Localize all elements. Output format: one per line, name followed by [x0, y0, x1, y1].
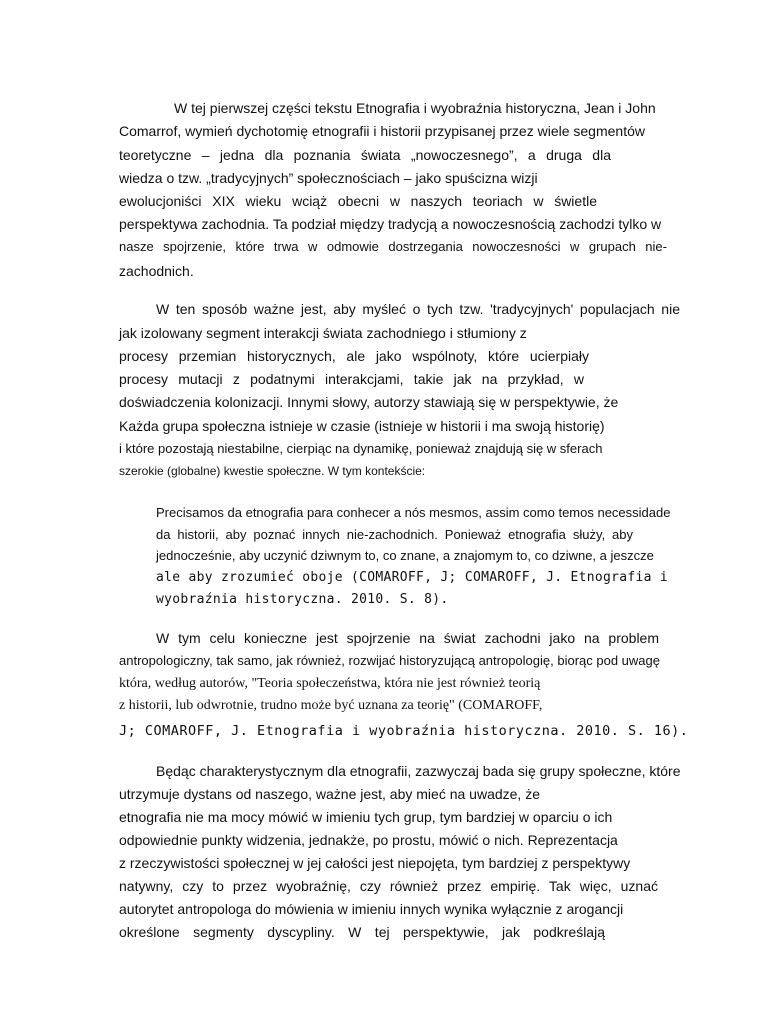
text-line: W tej pierwszej części tekstu Etnografia i wyobraźnia historyczna, Jean i John: [174, 100, 656, 116]
quote-line: da historii, aby poznać innych nie-zachodnich. Ponieważ etnografia służy, aby: [156, 527, 633, 542]
text-line: etnografia nie ma mocy mówić w imieniu tych grup, tym bardziej w oparciu o ich: [119, 809, 613, 825]
text-line: która, według autorów, "Teoria społeczeństwa, która nie jest również teorią: [119, 676, 541, 691]
text-line: wiedza o tzw. „tradycyjnych” społecznościach – jako spuścizna wizji: [119, 170, 538, 186]
quote-line: ale aby zrozumieć oboje (COMAROFF, J; COMAROFF, J. Etnografia i: [156, 570, 668, 585]
text-line: doświadczenia kolonizacji. Innymi słowy, autorzy stawiają się w perspektywie, że: [119, 394, 619, 410]
text-line: z historii, lub odwrotnie, trudno może być uznana za teorię" (COMAROFF,: [119, 698, 543, 713]
text-line: odpowiednie punkty widzenia, jednakże, po prostu, mówić o nich. Reprezentacja: [119, 832, 618, 848]
text-line: zachodnich.: [119, 263, 194, 279]
quote-line: Precisamos da etnografia para conhecer a nós mesmos, assim como temos necessidade: [156, 505, 671, 520]
text-line: ewolucjoniści XIX wieku wciąż obecni w naszych teoriach w świetle: [119, 193, 597, 209]
text-line: antropologiczny, tak samo, jak również, rozwijać historyzującą antropologię, biorąc pod uwagę: [119, 653, 660, 668]
quote-line: jednocześnie, aby uczynić dziwnym to, co znane, a znajomym to, co dziwne, a jeszcze: [156, 548, 654, 563]
text-line: i które pozostają niestabilne, cierpiąc na dynamikę, ponieważ znajdują się w sferach: [119, 441, 603, 456]
text-line: z rzeczywistości społecznej w jej całości jest niepojęta, tym bardziej z perspektywy: [119, 855, 631, 871]
text-line: J; COMAROFF, J. Etnografia i wyobraźnia historyczna. 2010. S. 16).: [119, 723, 689, 739]
text-line: W ten sposób ważne jest, aby myśleć o tych tzw. 'tradycyjnych' populacjach nie: [156, 301, 680, 317]
text-line: teoretyczne – jedna dla poznania świata „nowoczesnego”, a druga dla: [119, 147, 611, 163]
text-line: procesy mutacji z podatnymi interakcjami, takie jak na przykład, w: [119, 371, 584, 387]
text-line: jak izolowany segment interakcji świata zachodniego i stłumiony z: [119, 325, 527, 341]
text-line: procesy przemian historycznych, ale jako wspólnoty, które ucierpiały: [119, 348, 589, 364]
text-line: Każda grupa społeczna istnieje w czasie (istnieje w historii i ma swoją historię): [119, 418, 605, 434]
text-line: Będąc charakterystycznym dla etnografii, zazwyczaj bada się grupy społeczne, które: [156, 763, 681, 779]
text-line: perspektywa zachodnia. Ta podział między tradycją a nowoczesnością zachodzi tylko w: [119, 216, 662, 232]
text-line: W tym celu konieczne jest spojrzenie na świat zachodni jako na problem: [156, 630, 659, 646]
text-line: szerokie (globalne) kwestie społeczne. W tym kontekście:: [119, 464, 426, 478]
text-line: określone segmenty dyscypliny. W tej perspektywie, jak podkreślają: [119, 924, 605, 940]
text-line: autorytet antropologa do mówienia w imieniu innych wynika wyłącznie z arogancji: [119, 901, 624, 917]
text-line: natywny, czy to przez wyobraźnię, czy również przez empirię. Tak więc, uznać: [119, 878, 658, 894]
text-line: utrzymuje dystans od naszego, ważne jest, aby mieć na uwadze, że: [119, 786, 540, 802]
text-line: Comarrof, wymień dychotomię etnografii i historii przypisanej przez wiele segmentów: [119, 123, 645, 139]
quote-line: wyobraźnia historyczna. 2010. S. 8).: [156, 592, 449, 607]
text-line: nasze spojrzenie, które trwa w odmowie dostrzegania nowoczesności w grupach nie-: [119, 239, 667, 254]
